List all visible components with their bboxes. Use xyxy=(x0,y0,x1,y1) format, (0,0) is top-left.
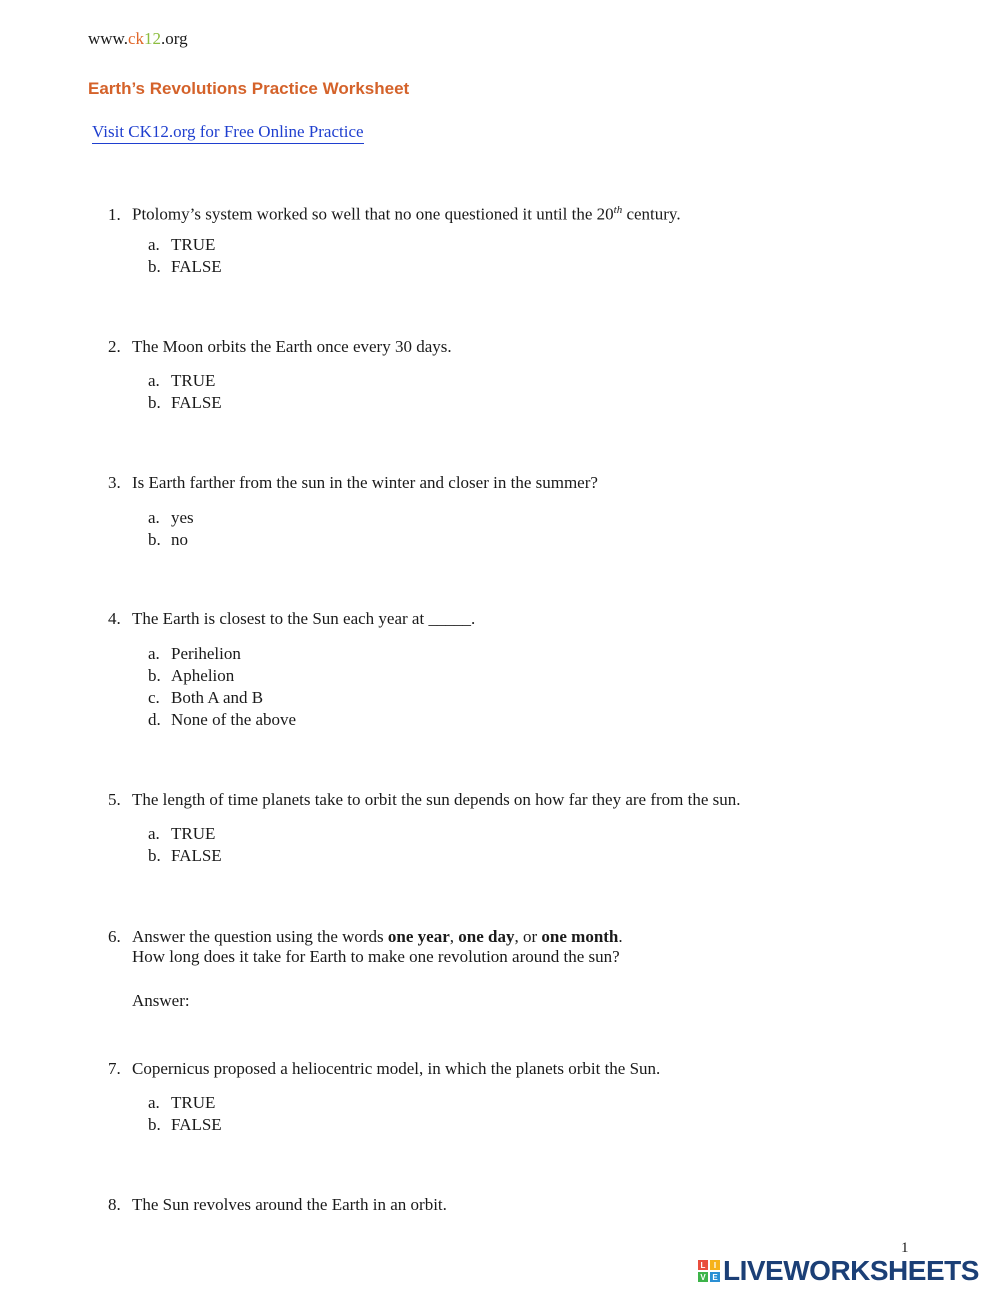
question-text: The length of time planets take to orbit the sun depends on how far they are from the sun. xyxy=(132,790,741,809)
word-one-year: one year xyxy=(387,927,450,946)
site-url: www.ck12.org xyxy=(88,29,188,48)
word-one-day: one day xyxy=(458,927,515,946)
question-number: 6. xyxy=(108,927,121,946)
option-a[interactable]: a. yes xyxy=(148,508,194,527)
question-8 xyxy=(108,1194,447,1215)
question-6-line2: How long does it take for Earth to make one revolution around the sun? xyxy=(132,947,620,966)
question-1-options xyxy=(148,234,222,278)
question-5 xyxy=(108,789,741,810)
visit-ck12-link[interactable]: Visit CK12.org for Free Online Practice xyxy=(92,122,364,144)
question-3 xyxy=(108,472,598,493)
option-a[interactable]: a. TRUE xyxy=(148,1093,216,1112)
question-6: 6. Answer the question using the words one year, one day, or one month. xyxy=(108,927,623,946)
question-number: 3. xyxy=(108,473,121,492)
question-2-options xyxy=(148,370,222,414)
option-b[interactable]: b. FALSE xyxy=(148,393,222,412)
question-number: 1. xyxy=(108,204,121,224)
question-2 xyxy=(108,336,452,357)
logo-block-e: E xyxy=(710,1272,720,1282)
option-b[interactable]: b. FALSE xyxy=(148,1115,222,1134)
site-url-ck: ck xyxy=(127,29,145,48)
logo-blocks-icon xyxy=(698,1260,720,1282)
option-b[interactable]: b. FALSE xyxy=(148,257,222,276)
site-url-12: 12 xyxy=(144,29,162,48)
question-7 xyxy=(108,1058,660,1079)
question-text: The Sun revolves around the Earth in an orbit. xyxy=(132,1195,447,1214)
option-a[interactable]: a. Perihelion xyxy=(148,644,241,663)
question-number: 2. xyxy=(108,337,121,356)
option-a[interactable]: a. TRUE xyxy=(148,824,216,843)
question-4 xyxy=(108,608,475,629)
question-1 xyxy=(108,200,681,225)
logo-block-l: L xyxy=(698,1260,708,1270)
option-b[interactable]: b. Aphelion xyxy=(148,666,235,685)
liveworksheets-logo xyxy=(698,1255,979,1287)
page-number: 1 xyxy=(901,1240,909,1256)
question-text: The Earth is closest to the Sun each year at _____. xyxy=(132,609,476,628)
question-number: 7. xyxy=(108,1059,121,1078)
logo-block-v: V xyxy=(698,1272,708,1282)
option-c[interactable]: c. Both A and B xyxy=(148,688,264,707)
word-one-month: one month xyxy=(541,927,619,946)
question-number: 5. xyxy=(108,790,121,809)
question-5-options xyxy=(148,823,222,867)
option-b[interactable]: b. FALSE xyxy=(148,846,222,865)
question-4-options xyxy=(148,643,296,731)
question-text: The Moon orbits the Earth once every 30 days. xyxy=(132,337,452,356)
logo-wordmark: LIVEWORKSHEETS xyxy=(723,1255,979,1286)
question-text: Ptolomy’s system worked so well that no one questioned it until the 20 xyxy=(132,204,614,224)
question-3-options xyxy=(148,507,194,551)
question-number: 8. xyxy=(108,1195,121,1214)
question-text: Is Earth farther from the sun in the winter and closer in the summer? xyxy=(132,473,598,492)
question-text-end: century. xyxy=(622,204,681,224)
superscript-th: th xyxy=(613,204,623,216)
option-b[interactable]: b. no xyxy=(148,530,188,549)
logo-block-i: I xyxy=(710,1260,720,1270)
worksheet-title: Earth’s Revolutions Practice Worksheet xyxy=(88,79,410,98)
option-d[interactable]: d. None of the above xyxy=(148,710,297,729)
option-a[interactable]: a. TRUE xyxy=(148,371,216,390)
option-a[interactable]: a. TRUE xyxy=(148,235,216,254)
question-number: 4. xyxy=(108,609,121,628)
question-text: Copernicus proposed a heliocentric model, in which the planets orbit the Sun. xyxy=(132,1059,661,1078)
question-7-options xyxy=(148,1092,222,1136)
answer-field[interactable]: Answer: xyxy=(132,991,190,1010)
